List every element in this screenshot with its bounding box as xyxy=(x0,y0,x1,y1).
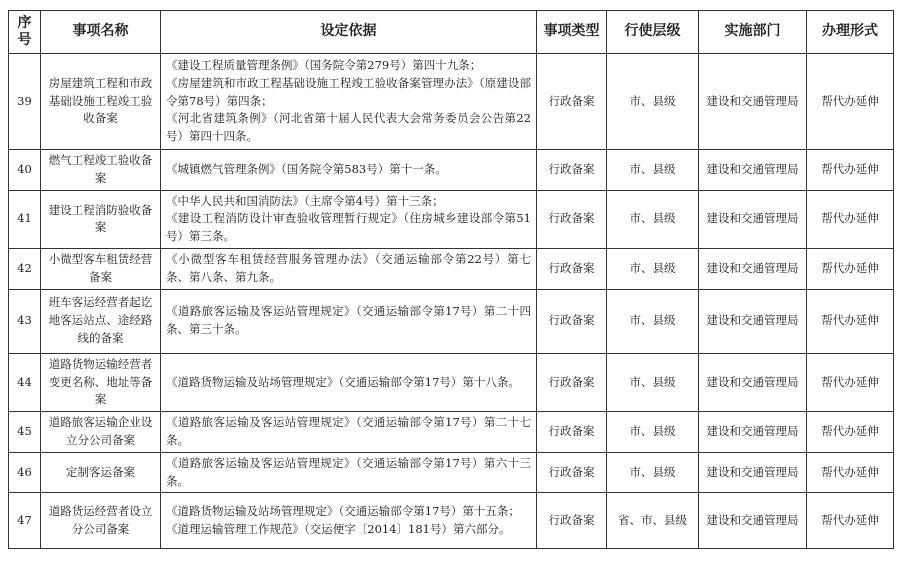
cell-name: 道路货运经营者设立分公司备案 xyxy=(41,493,161,549)
header-dept: 实施部门 xyxy=(699,11,807,54)
cell-seq: 47 xyxy=(9,493,41,549)
cell-name: 小微型客车租赁经营备案 xyxy=(41,249,161,290)
cell-type: 行政备案 xyxy=(537,150,607,191)
table-row xyxy=(9,452,894,493)
cell-seq: 45 xyxy=(9,412,41,453)
cell-basis xyxy=(161,289,537,353)
cell-dept: 建设和交通管理局 xyxy=(699,150,807,191)
cell-type: 行政备案 xyxy=(537,289,607,353)
cell-name: 道路旅客运输企业设立分公司备案 xyxy=(41,412,161,453)
cell-form: 帮代办延伸 xyxy=(807,54,894,150)
cell-level: 市、县级 xyxy=(607,190,699,248)
cell-form: 帮代办延伸 xyxy=(807,249,894,290)
basis-line: 《道理运输管理工作规范》（交运便字〔2014〕181号）第六部分。 xyxy=(166,521,511,536)
cell-seq: 41 xyxy=(9,190,41,248)
cell-basis xyxy=(161,54,537,150)
cell-form: 帮代办延伸 xyxy=(807,412,894,453)
table-row xyxy=(9,249,894,290)
table-row xyxy=(9,412,894,453)
header-basis: 设定依据 xyxy=(161,11,537,54)
cell-seq: 44 xyxy=(9,353,41,411)
basis-line: 《城镇燃气管理条例》（国务院令第583号）第十一条。 xyxy=(166,161,447,176)
cell-name: 定制客运备案 xyxy=(41,452,161,493)
cell-level: 市、县级 xyxy=(607,353,699,411)
table-row xyxy=(9,493,894,549)
basis-line: 《小微型客车租赁经营服务管理办法》（交通运输部令第22号）第七条、第八条、第九条。 xyxy=(166,252,531,284)
table-body xyxy=(9,54,894,549)
basis-line: 《房屋建筑和市政工程基础设施工程竣工验收备案管理办法》（原建设部令第78号）第四条； xyxy=(166,75,531,108)
cell-dept: 建设和交通管理局 xyxy=(699,412,807,453)
cell-seq: 40 xyxy=(9,150,41,191)
header-level: 行使层级 xyxy=(607,11,699,54)
cell-name: 道路货物运输经营者变更名称、地址等备案 xyxy=(41,353,161,411)
header-seq: 序号 xyxy=(9,11,41,54)
cell-form: 帮代办延伸 xyxy=(807,289,894,353)
basis-line: 《河北省建筑条例》（河北省第十届人民代表大会常务委员会公告第22号）第四十四条。 xyxy=(166,111,531,144)
table-row xyxy=(9,353,894,411)
cell-level: 市、县级 xyxy=(607,54,699,150)
cell-seq: 42 xyxy=(9,249,41,290)
basis-line: 《道路货物运输及站场管理规定》（交通运输部令第17号）第十五条； xyxy=(166,504,520,519)
cell-type: 行政备案 xyxy=(537,54,607,150)
cell-level: 市、县级 xyxy=(607,412,699,453)
cell-seq: 46 xyxy=(9,452,41,493)
cell-name: 建设工程消防验收备案 xyxy=(41,190,161,248)
cell-level: 市、县级 xyxy=(607,289,699,353)
cell-basis xyxy=(161,150,537,191)
cell-form: 帮代办延伸 xyxy=(807,190,894,248)
cell-level: 省、市、县级 xyxy=(607,493,699,549)
cell-dept: 建设和交通管理局 xyxy=(699,54,807,150)
table-row xyxy=(9,289,894,353)
basis-line: 《建设工程质量管理条例》（国务院令第279号）第四十九条； xyxy=(166,57,482,72)
cell-basis xyxy=(161,249,537,290)
cell-basis xyxy=(161,412,537,453)
cell-dept: 建设和交通管理局 xyxy=(699,493,807,549)
basis-line: 《中华人民共和国消防法》（主席令第4号）第十三条； xyxy=(166,193,444,208)
cell-form: 帮代办延伸 xyxy=(807,150,894,191)
header-form: 办理形式 xyxy=(807,11,894,54)
cell-level: 市、县级 xyxy=(607,452,699,493)
cell-dept: 建设和交通管理局 xyxy=(699,353,807,411)
header-name: 事项名称 xyxy=(41,11,161,54)
cell-dept: 建设和交通管理局 xyxy=(699,249,807,290)
cell-type: 行政备案 xyxy=(537,412,607,453)
table-row xyxy=(9,150,894,191)
basis-line: 《道路旅客运输及客运站管理规定》（交通运输部令第17号）第二十七条。 xyxy=(166,415,531,447)
items-table xyxy=(8,10,894,549)
cell-level: 市、县级 xyxy=(607,150,699,191)
cell-name: 班车客运经营者起讫地客运站点、途经路线的备案 xyxy=(41,289,161,353)
cell-seq: 43 xyxy=(9,289,41,353)
cell-basis xyxy=(161,493,537,549)
cell-dept: 建设和交通管理局 xyxy=(699,190,807,248)
cell-type: 行政备案 xyxy=(537,249,607,290)
cell-basis xyxy=(161,353,537,411)
basis-line: 《道路货物运输及站场管理规定》（交通运输部令第17号）第十八条。 xyxy=(166,374,520,389)
cell-name: 房屋建筑工程和市政基础设施工程竣工验收备案 xyxy=(41,54,161,150)
cell-basis xyxy=(161,452,537,493)
cell-form: 帮代办延伸 xyxy=(807,353,894,411)
header-type: 事项类型 xyxy=(537,11,607,54)
cell-type: 行政备案 xyxy=(537,452,607,493)
cell-dept: 建设和交通管理局 xyxy=(699,289,807,353)
basis-line: 《道路旅客运输及客运站管理规定》（交通运输部令第17号）第六十三条。 xyxy=(166,455,531,488)
table-row xyxy=(9,190,894,248)
cell-type: 行政备案 xyxy=(537,493,607,549)
basis-line: 《建设工程消防设计审查验收管理暂行规定》（住房城乡建设部令第51号）第三条。 xyxy=(166,211,531,244)
cell-name: 燃气工程竣工验收备案 xyxy=(41,150,161,191)
cell-form: 帮代办延伸 xyxy=(807,493,894,549)
cell-dept: 建设和交通管理局 xyxy=(699,452,807,493)
cell-type: 行政备案 xyxy=(537,353,607,411)
table-row xyxy=(9,54,894,150)
cell-level: 市、县级 xyxy=(607,249,699,290)
cell-form: 帮代办延伸 xyxy=(807,452,894,493)
cell-type: 行政备案 xyxy=(537,190,607,248)
cell-basis xyxy=(161,190,537,248)
cell-seq: 39 xyxy=(9,54,41,150)
basis-line: 《道路旅客运输及客运站管理规定》（交通运输部令第17号）第二十四条、第三十条。 xyxy=(166,304,531,337)
header-row xyxy=(9,11,894,54)
